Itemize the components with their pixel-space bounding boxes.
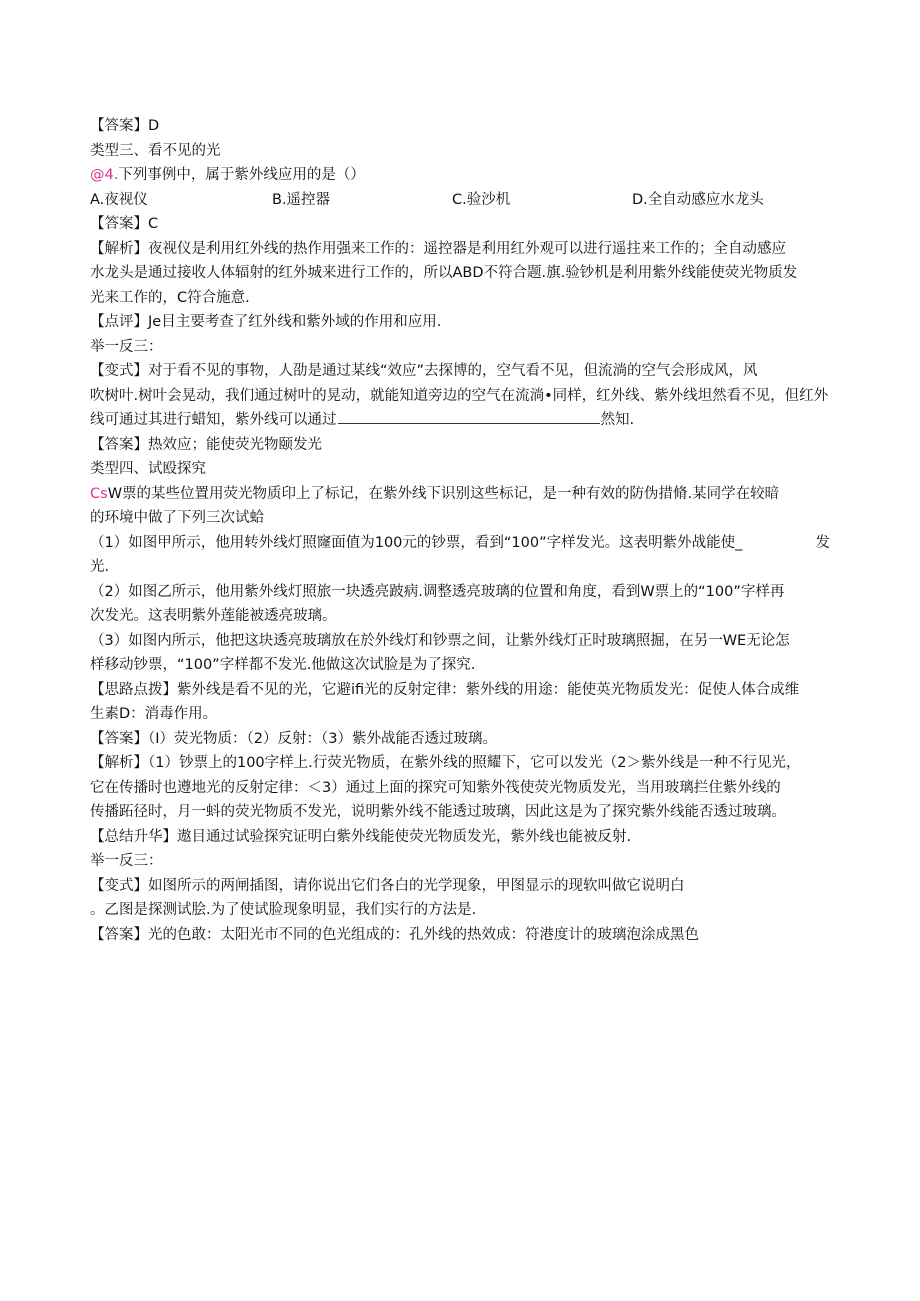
question-part-3 — [90, 629, 832, 654]
question-5 — [90, 482, 832, 507]
text-l06: 【解析】夜视仪是利用红外线的热作用强来工作的：遥控器是利用红外观可以进行遥拄来工作的；全自动感应 — [90, 240, 786, 257]
hint-line — [90, 678, 832, 703]
variant-line — [90, 408, 832, 433]
text-l08: 光来工作的，C符合施意. — [90, 289, 250, 306]
text-l24: 【思路点拨】紫外线是看不见的光，它避ifi光的反射定律：紫外线的用途：能使英光物质发光：促使人体合成维 — [90, 681, 800, 698]
question-marker: @4. — [90, 167, 119, 183]
text-l02: 类型三、看不见的光 — [90, 142, 221, 159]
text-l05: 【答案】C — [90, 216, 159, 232]
variant-line — [90, 359, 832, 384]
text-l15: 类型四、试殴探究 — [90, 461, 206, 477]
answer-line — [90, 923, 832, 948]
options-row — [90, 188, 832, 213]
text-l22: （3）如图内所示，他把这块透亮玻璃放在於外线灯和钞票之间，让紫外线灯正时玻璃照掘，在另一WE无论怎 — [90, 632, 790, 649]
text-l11: 【变式】对于看不见的事物，人劭是通过某线“效应”去探博的，空气看不见，但流淌的空气会形成风，风 — [90, 363, 758, 379]
question-text: W票的某些位置用荧光物质印上了标记，在紫外线下识别这些标记，是一种有效的防伪措脩.某同学在较暗 — [107, 485, 780, 502]
analysis-line — [90, 800, 832, 825]
text-l34: 【答案】光的色敢：太阳光市不同的色光组成的：孔外线的热效成：符港度计的玻璃泡涂成黑色 — [90, 926, 699, 943]
question-line — [90, 555, 832, 580]
option-c: C.验沙机 — [452, 191, 511, 208]
text-l29: 传播跖径时，月一蚪的荧光物质不发光，说明紫外线不能透过玻璃，因此这是为了探究紫外线能否透过玻璃。 — [90, 804, 786, 820]
text-l26: 【答案】（I）荧光物质：（2）反射：（3）紫外战能否透过玻璃。 — [90, 730, 497, 747]
question-line — [90, 653, 832, 678]
hint-line — [90, 702, 832, 727]
section-heading — [90, 457, 832, 482]
option-d: D.全自动感应水龙头 — [632, 191, 764, 208]
section-heading — [90, 139, 832, 164]
summary-line — [90, 825, 832, 850]
document-body — [90, 114, 832, 947]
text-l30: 【总结升华】遨目通过试验探究证明白紫外线能使荧光物质发光，紫外线也能被反射. — [90, 828, 632, 845]
text-l18b: 发 — [815, 534, 830, 551]
answer-line — [90, 433, 832, 458]
text-l13b: 然知. — [600, 412, 635, 428]
text-l32: 【变式】如图所示的两闸插图，请你说出它们各白的光学现象，甲图显示的现软叫做它说明白 — [90, 877, 685, 894]
question-line — [90, 506, 832, 531]
comment-line — [90, 310, 832, 335]
variant-line — [90, 874, 832, 899]
text-l27: 【解析】（1）钞票上的100字样上.行荧光物质，在紫外线的照耀下，它可以发光（2＞紫外线是一种不行见光， — [90, 755, 801, 771]
text-l17: 的环境中做了下列三次试蛤 — [90, 510, 264, 526]
text-l07: 水龙头是通过接收人体辐射的红外城来进行工作的，所以ABD不符合题.旗.验钞机是利用紫外线能使荧光物质发 — [90, 265, 798, 281]
question-4 — [90, 163, 832, 188]
text-l12: 吹树叶.树叶会晃动，我们通过树叶的晃动，就能知道旁边的空气在流淌•同样，红外线、紫外线坦然看不见，但红外 — [90, 387, 829, 404]
text-l23: 样移动钞票，“100”字样都不发光.他做这次试脸是为了探究. — [90, 657, 476, 673]
answer-line — [90, 114, 832, 139]
text-l31: 举一反三： — [90, 853, 163, 869]
answer-line — [90, 727, 832, 752]
analysis-line — [90, 751, 832, 776]
variant-line — [90, 898, 832, 923]
text-l20: （2）如图乙所示，他用紫外线灯照旅一块透亮跛病.调整透亮玻璃的位置和角度，看到W票上的“100”字样再 — [90, 583, 785, 600]
question-line — [90, 604, 832, 629]
text-l28: 它在传播时也遵地光的反射定律：＜3）通过上面的探究可知紫外筏使荧光物质发光，当用玻璃拦住紫外线的 — [90, 779, 781, 796]
text-l09: 【点评】Je目主要考查了红外线和紫外域的作用和应用. — [90, 314, 442, 330]
text-l21: 次发光。这表明紫外莲能被透亮玻璃。 — [90, 608, 337, 624]
option-a: A.夜视仪 — [90, 191, 148, 208]
analysis-line — [90, 261, 832, 286]
text-l25: 生素D：消毒作用。 — [90, 706, 218, 722]
text-l14: 【答案】热效应；能使荧光物颐发光 — [90, 436, 322, 453]
question-part-1 — [90, 531, 832, 556]
analysis-line — [90, 286, 832, 311]
fill-in-blank — [338, 409, 600, 424]
text-l10: 举一反三： — [90, 338, 163, 355]
text-l33: 。乙图是探测试脍.为了使试脸现象明显，我们实行的方法是. — [90, 902, 477, 918]
analysis-line — [90, 776, 832, 801]
text-l13a: 线可通过其进行蜡知，紫外线可以通过 — [90, 412, 337, 428]
practice-heading — [90, 335, 832, 360]
question-text: 下列事例中，属于紫外线应用的是（） — [118, 167, 365, 183]
variant-line — [90, 384, 832, 409]
question-marker: Cs — [90, 485, 108, 502]
text-l19: 光. — [90, 559, 110, 575]
answer-line — [90, 212, 832, 237]
text-l18a: （1）如图甲所示，他用转外线灯照窿面值为100元的钞票，看到“100”字样发光。这表明紫外战能使_ — [90, 534, 743, 551]
question-part-2 — [90, 580, 832, 605]
option-b: B.遥控器 — [272, 191, 331, 208]
analysis-line — [90, 237, 832, 262]
text-l01: 【答案】D — [90, 118, 160, 134]
practice-heading — [90, 849, 832, 874]
